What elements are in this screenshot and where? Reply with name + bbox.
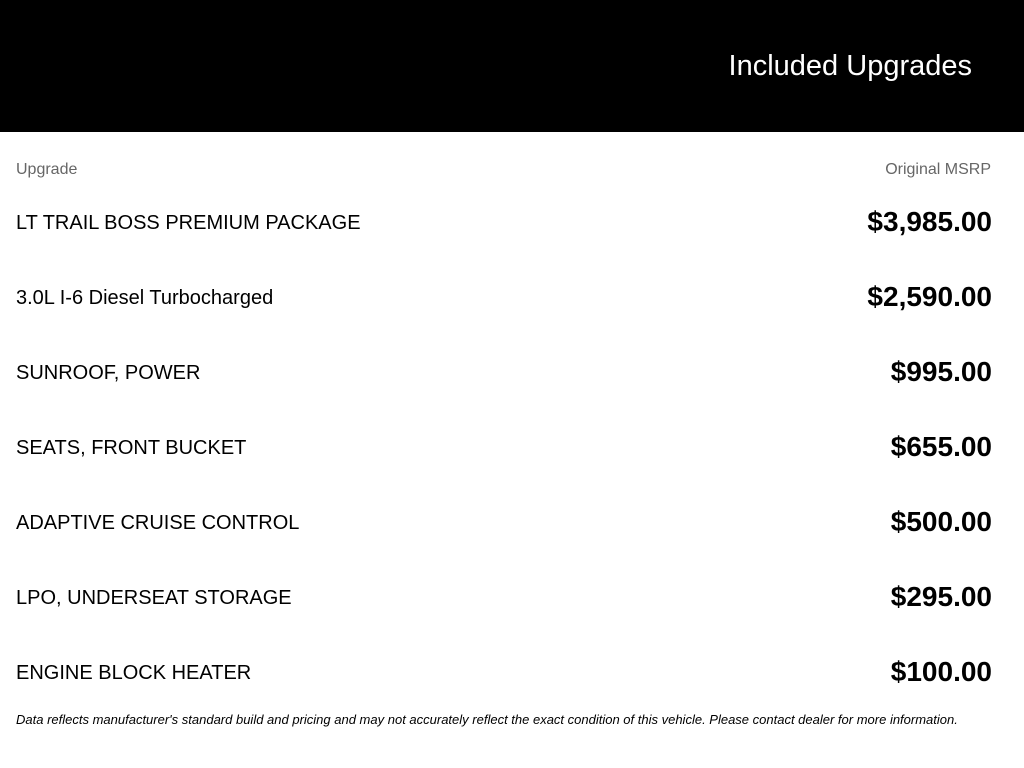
upgrade-price: $500.00: [890, 506, 992, 537]
upgrade-price: $295.00: [890, 581, 992, 612]
upgrade-name: 3.0L I-6 Diesel Turbocharged: [16, 287, 274, 309]
upgrade-row: [0, 260, 1024, 335]
upgrade-name: ENGINE BLOCK HEATER: [16, 662, 252, 684]
upgrade-name: LPO, UNDERSEAT STORAGE: [16, 587, 292, 609]
page-title: Included Upgrades: [728, 50, 972, 82]
column-header-upgrade: Upgrade: [16, 161, 78, 178]
upgrade-price: $3,985.00: [867, 206, 992, 237]
upgrade-price: $2,590.00: [867, 281, 992, 312]
header-banner: [0, 0, 1024, 132]
upgrade-price: $100.00: [890, 656, 992, 687]
upgrades-list: [0, 185, 1024, 710]
upgrade-row: [0, 410, 1024, 485]
upgrade-name: SEATS, FRONT BUCKET: [16, 437, 247, 459]
column-header-msrp: Original MSRP: [885, 161, 991, 178]
upgrade-row: [0, 335, 1024, 410]
upgrade-row: [0, 185, 1024, 260]
upgrade-price: $655.00: [890, 431, 992, 462]
upgrade-name: SUNROOF, POWER: [16, 362, 201, 384]
upgrade-name: ADAPTIVE CRUISE CONTROL: [16, 512, 300, 534]
disclaimer-text: Data reflects manufacturer's standard build and pricing and may not accurately reflect the exact condition of this vehicle. Please contact dealer for more information.: [16, 712, 958, 727]
upgrade-price: $995.00: [890, 356, 992, 387]
upgrade-row: [0, 485, 1024, 560]
upgrade-row: [0, 560, 1024, 635]
upgrade-name: LT TRAIL BOSS PREMIUM PACKAGE: [16, 212, 361, 234]
upgrade-row: [0, 635, 1024, 710]
